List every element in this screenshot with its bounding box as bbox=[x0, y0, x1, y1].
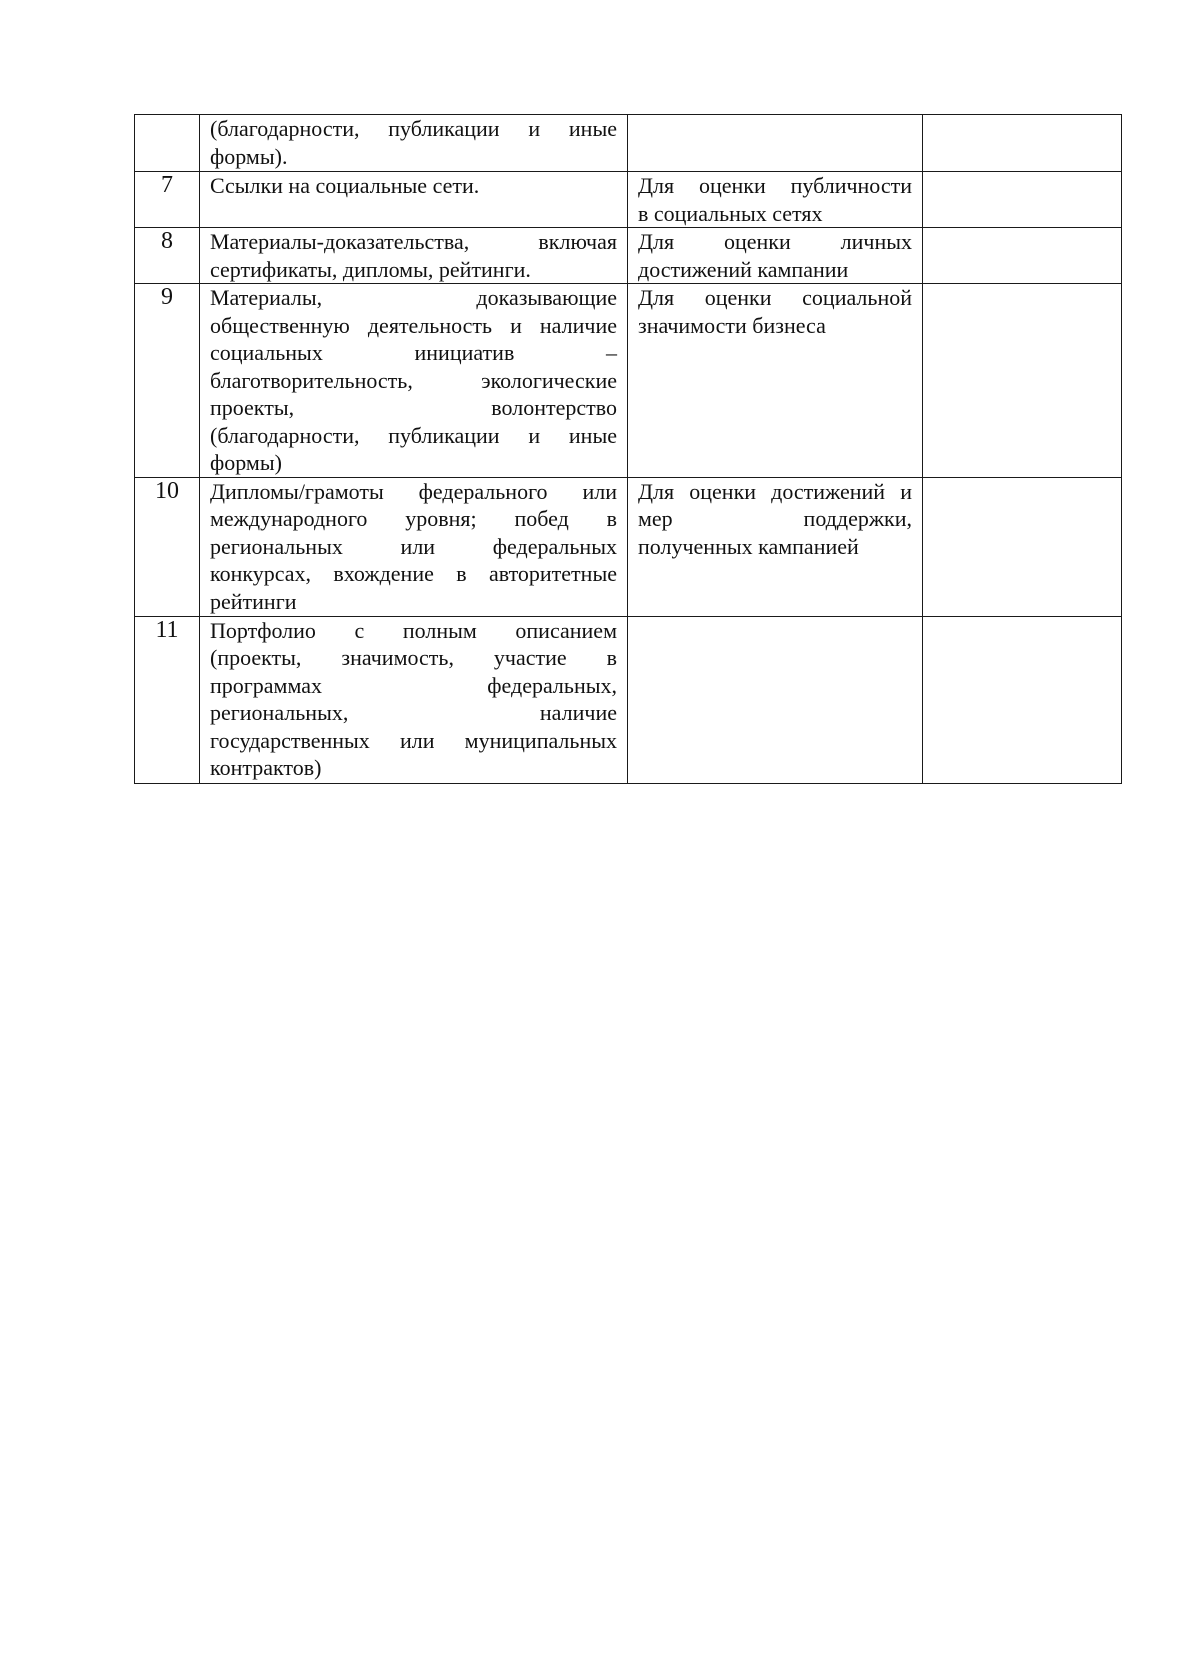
text-line: региональных, наличие bbox=[210, 700, 617, 725]
notes-cell bbox=[923, 477, 1122, 616]
text-line: Материалы, доказывающие bbox=[210, 285, 617, 310]
text-line: (благодарности, публикации и иные bbox=[210, 116, 617, 141]
evaluation-purpose bbox=[628, 115, 923, 172]
text-line: Портфолио с полным описанием bbox=[210, 617, 617, 643]
text-line: социальных инициатив – bbox=[210, 340, 617, 365]
text-line: Дипломы/грамоты федерального или bbox=[210, 478, 617, 504]
table-row bbox=[135, 172, 1122, 228]
text-line: Для оценки достижений и bbox=[638, 478, 912, 504]
text-line: сертификаты, дипломы, рейтинги. bbox=[210, 256, 531, 282]
text-line: значимости бизнеса bbox=[638, 312, 826, 338]
text-line: региональных или федеральных bbox=[210, 533, 617, 559]
text-line: программах федеральных, bbox=[210, 672, 617, 698]
table-row bbox=[135, 228, 1122, 284]
text-line: (благодарности, публикации и иные bbox=[210, 422, 617, 448]
text-line: формы). bbox=[210, 143, 288, 169]
evaluation-purpose bbox=[628, 477, 923, 616]
row-number: 11 bbox=[135, 616, 200, 783]
text-line: (проекты, значимость, участие в bbox=[210, 645, 617, 670]
text-line: рейтинги bbox=[210, 588, 297, 614]
text-line: контрактов) bbox=[210, 755, 322, 780]
document-description bbox=[200, 284, 628, 478]
text-line: достижений кампании bbox=[638, 256, 849, 282]
text-line: Для оценки публичности bbox=[638, 173, 912, 198]
table-row bbox=[135, 284, 1122, 478]
row-number: 8 bbox=[135, 228, 200, 284]
row-number: 7 bbox=[135, 172, 200, 228]
documents-table bbox=[134, 114, 1122, 784]
text-line: Материалы-доказательства, включая bbox=[210, 229, 617, 254]
table-body bbox=[135, 115, 1122, 784]
table-row bbox=[135, 115, 1122, 172]
table-row bbox=[135, 616, 1122, 783]
text-line: полученных кампанией bbox=[638, 533, 859, 559]
row-number: 9 bbox=[135, 284, 200, 478]
evaluation-purpose bbox=[628, 284, 923, 478]
notes-cell bbox=[923, 172, 1122, 228]
document-description bbox=[200, 616, 628, 783]
evaluation-purpose bbox=[628, 228, 923, 284]
table-row bbox=[135, 477, 1122, 616]
row-number: 10 bbox=[135, 477, 200, 616]
text-line: международного уровня; побед в bbox=[210, 506, 617, 531]
evaluation-purpose bbox=[628, 616, 923, 783]
text-line: проекты, волонтерство bbox=[210, 395, 617, 420]
document-description bbox=[200, 228, 628, 284]
row-number bbox=[135, 115, 200, 172]
text-line: формы) bbox=[210, 450, 282, 475]
text-line: мер поддержки, bbox=[638, 506, 912, 531]
text-line: Для оценки социальной bbox=[638, 285, 912, 310]
notes-cell bbox=[923, 228, 1122, 284]
text-line: общественную деятельность и наличие bbox=[210, 312, 617, 338]
text-line: конкурсах, вхождение в авторитетные bbox=[210, 561, 617, 586]
text-line: благотворительность, экологические bbox=[210, 367, 617, 393]
text-line: государственных или муниципальных bbox=[210, 727, 617, 753]
notes-cell bbox=[923, 115, 1122, 172]
evaluation-purpose bbox=[628, 172, 923, 228]
notes-cell bbox=[923, 284, 1122, 478]
text-line: в социальных сетях bbox=[638, 200, 823, 226]
notes-cell bbox=[923, 616, 1122, 783]
document-description bbox=[200, 115, 628, 172]
text-line: Для оценки личных bbox=[638, 229, 912, 254]
document-description bbox=[200, 477, 628, 616]
document-description bbox=[200, 172, 628, 228]
text-line: Ссылки на социальные сети. bbox=[210, 173, 480, 198]
